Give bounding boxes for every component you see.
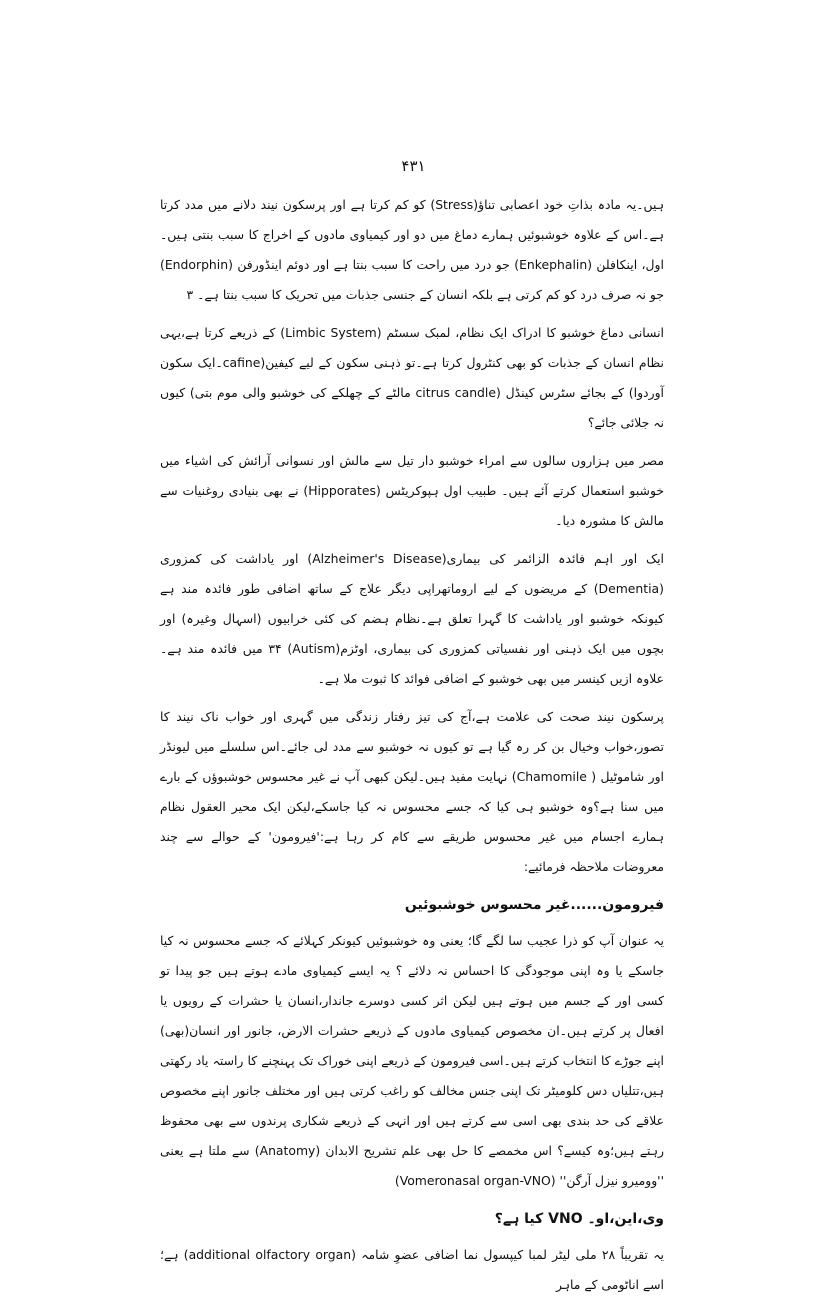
paragraph-aroma-chemicals: ہیں۔یہ مادہ بذاتِ خود اعصابی تناؤ(Stress) کو کم کرتا ہے اور پرسکون نیند دلانے میں مدد کرتا ہے۔اس کے علاوہ خوشبوئیں ہمارے دماغ میں دو اور کیمیاوی مادوں کے اخراج کا سبب بنتی ہیں۔ اول، اینکافلن (Enkephalin) جو درد میں راحت کا سبب بنتا ہے اور دوئم اینڈورفن (Endorphin) جو نہ صرف درد کو کم کرتی ہے بلکہ انسان کے جنسی جذبات میں تحریک کا سبب بنتا ہے۔ ۳ (160, 197, 664, 302)
paragraph-pheromone: یہ عنوان آپ کو ذرا عجیب سا لگے گا؛ یعنی وہ خوشبوئیں کیونکر کہلائے کہ جسے محسوس نہ کیا جاسکے یا وہ اپنی موجودگی کا احساس نہ دلائے ؟ یہ ایسے کیمیاوی مادے ہوتے ہیں جو پیدا تو کسی اور کے جسم میں ہوتے ہیں لیکن اثر کسی دوسرے جاندار،انسان یا حشرات کے رویوں یا افعال پر کرتے ہیں۔ان مخصوص کیمیاوی مادوں کے ذریعے حشرات الارض، جانور اور انسان(بھی) اپنے جوڑے کا انتخاب کرتے ہیں۔اسی فیرومون کے ذریعے اپنی خوراک تک پہنچنے کا راستہ یاد رکھتی ہیں،تتلیاں دس کلومیٹر تک اپنی جنس مخالف کو راغب کرتی ہیں اور مختلف جانور اپنے مخصوص علاقے کی حد بندی بھی اسی سے کرتے ہیں اور انہی کے ذریعے شکاری پرندوں سے بھی محفوظ رہتے ہیں؛وہ کیسے؟ اس مخمصے کا حل بھی علم تشریح الابدان (Anatomy) سے ملتا ہے یعنی ''وومیرو نیزل آرگن'' (Vomeronasal organ-VNO) (160, 933, 664, 1188)
document-body (160, 190, 664, 1308)
paragraph-alzheimers: ایک اور اہم فائدہ الزائمر کی بیماری(Alzheimer's Disease) اور یاداشت کی کمزوری (Dementia) کے مریضوں کے لیے اروماتھراپی دیگر علاج کے ساتھ اضافی طور فائدہ مند ہے کیونکہ خوشبو اور یاداشت کا گہرا تعلق ہے۔نظام ہضم کی کئی خرابیوں (اسہال وغیرہ) اور بچوں میں ایک ذہنی اور نفسیاتی کمزوری کی بیماری، اوٹزم(Autism) ۳۴ میں فائدہ مند ہے۔ علاوہ ازیں کینسر میں بھی خوشبو کے اضافی فوائد کا ثبوت ملا ہے۔ (160, 551, 664, 686)
paragraph-egypt-history: مصر میں ہزاروں سالوں سے امراء خوشبو دار تیل سے مالش اور نسوانی آرائش کی اشیاء میں خوشبو استعمال کرتے آئے ہیں۔ طبیب اول ہپوکریٹس (Hipporates) نے بھی بنیادی روغنیات سے مالش کا مشورہ دیا۔ (160, 453, 665, 528)
paragraph-limbic-system: انسانی دماغ خوشبو کا ادراک ایک نظام، لمبک سسٹم (Limbic System) کے ذریعے کرتا ہے،یہی نظام انسان کے جذبات کو بھی کنٹرول کرتا ہے۔تو ذہنی سکون کے لیے کیفین(cafine۔ایک سکون آوردوا) کے بجائے سٹرس کینڈل (citrus candle مالٹے کے چھلکے کی خوشبو والی موم بتی) کیوں نہ جلائی جائے؟ (160, 325, 664, 430)
paragraph-vno: یہ تقریباً ۲۸ ملی لیٹر لمبا کیپسول نما اضافی عضوِ شامہ (additional olfactory organ) ہے؛ اسے اناٹومی کے ماہر (160, 1247, 664, 1292)
heading-pheromones: فیرومون......غیر محسوس خوشبوئیں (404, 897, 664, 913)
heading-vno: وی،این،او۔ VNO کیا ہے؟ (494, 1211, 664, 1227)
page-number: ۴۳۱ (401, 157, 426, 175)
paragraph-sleep: پرسکون نیند صحت کی علامت ہے،آج کی تیز رفتار زندگی میں گہری اور خواب ناک نیند کا تصور،خواب وخیال بن کر رہ گیا ہے تو کیوں نہ خوشبو سے مدد لی جائے۔اس سلسلے میں لیونڈر اور شاموٹیل ( Chamomile) نہایت مفید ہیں۔لیکن کبھی آپ نے غیر محسوس خوشبوؤں کے بارے میں سنا ہے؟وہ خوشبو ہی کیا کہ جسے محسوس نہ کیا جاسکے،لیکن ایک محیر العقول نظام ہمارے اجسام میں غیر محسوس طریقے سے کام کر رہا ہے:'فیرومون' کے حوالے سے چند معروضات ملاحظہ فرمائیے: (160, 709, 664, 874)
